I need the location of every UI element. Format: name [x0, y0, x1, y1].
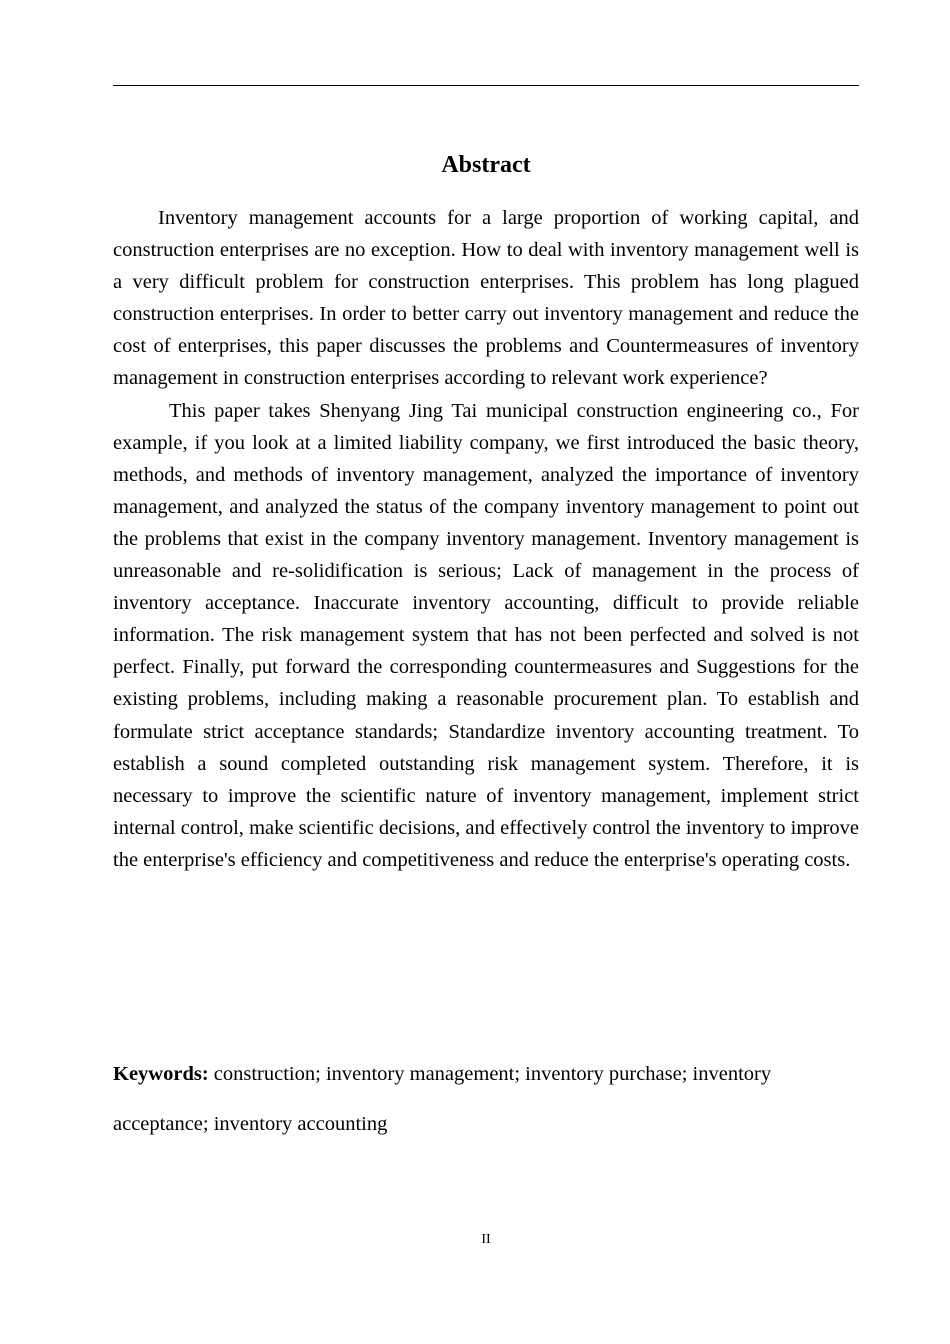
abstract-paragraph: This paper takes Shenyang Jing Tai municipal construction engineering co., For example, if you look at a limited liability company, we first introduced the basic theory, methods, and methods of inventory management, analyzed the importance of inventory management, and analyzed the status of the company inventory management to point out the problems that exist in the company inventory management. Inventory management is unreasonable and re-solidification is serious; Lack of management in the process of inventory acceptance. Inaccurate inventory accounting, difficult to provide reliable information. The risk management system that has not been perfected and solved is not perfect. Finally, put forward the corresponding countermeasures and Suggestions for the existing problems, including making a reasonable procurement plan. To establish and formulate strict acceptance standards; Standardize inventory accounting treatment. To establish a sound completed outstanding risk management system. Therefore, it is necessary to improve the scientific nature of inventory management, implement strict internal control, make scientific decisions, and effectively control the inventory to improve the enterprise's efficiency and competitiveness and reduce the enterprise's operating costs. [113, 399, 859, 871]
keywords-label: Keywords: [113, 1063, 209, 1085]
page-number: II [481, 1232, 491, 1247]
keywords-block [113, 1050, 859, 1149]
abstract-paragraph: Inventory management accounts for a large proportion of working capital, and construction enterprises are no exception. How to deal with inventory management well is a very difficult problem for construction enterprises. This problem has long plagued construction enterprises. In order to better carry out inventory management and reduce the cost of enterprises, this paper discusses the problems and Countermeasures of inventory management in construction enterprises according to relevant work experience? [113, 207, 859, 390]
header-rule [113, 85, 859, 86]
abstract-body [113, 202, 859, 876]
keywords-text: construction; inventory management; inventory purchase; inventory acceptance; inventory accounting [113, 1063, 772, 1135]
page-title: Abstract [441, 152, 531, 178]
